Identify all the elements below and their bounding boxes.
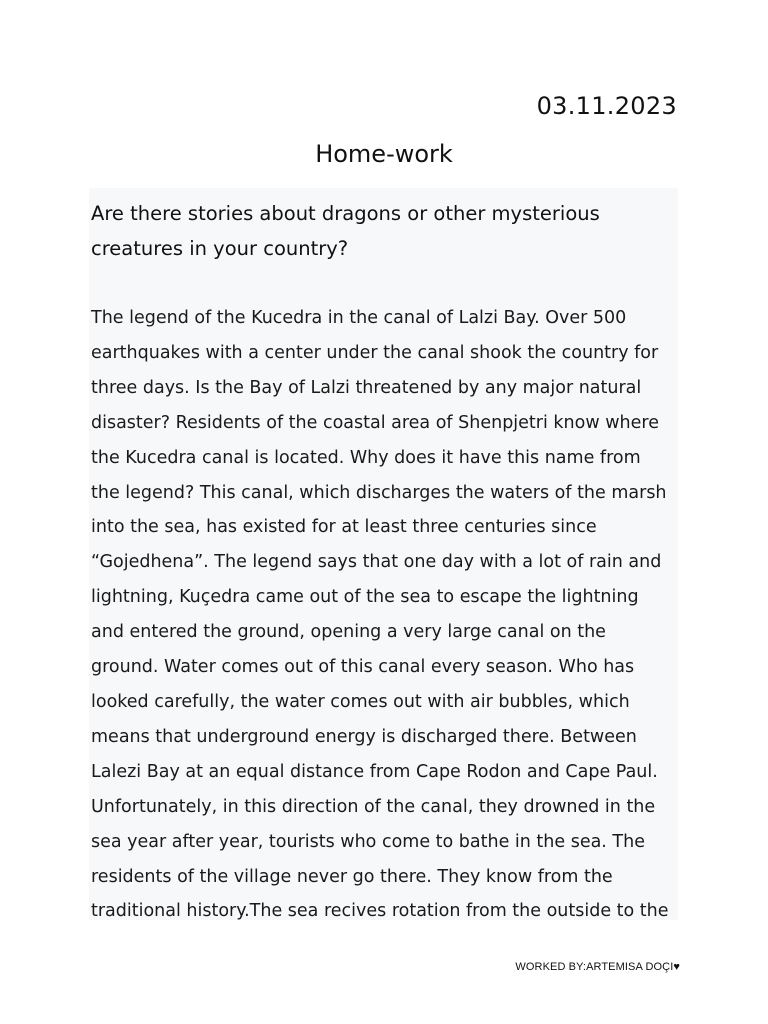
body-line: means that underground energy is discharged there. Between	[91, 726, 637, 747]
body-line: Lalezi Bay at an equal distance from Cape Rodon and Cape Paul.	[91, 761, 658, 782]
body-line: into the sea, has existed for at least three centuries since	[91, 517, 597, 538]
body-line: the legend? This canal, which discharges the waters of the marsh	[91, 482, 667, 503]
question-line: Are there stories about dragons or other mysterious	[91, 202, 600, 225]
body-line: sea year after year, tourists who come to bathe in the sea. The	[91, 831, 645, 852]
body-line: the Kucedra canal is located. Why does it have this name from	[91, 447, 641, 468]
body-line: disaster? Residents of the coastal area of Shenpjetri know where	[91, 412, 659, 433]
body-line: earthquakes with a center under the canal shook the country for	[91, 342, 659, 363]
body-line: three days. Is the Bay of Lalzi threatened by any major natural	[91, 377, 642, 398]
body-line: and entered the ground, opening a very large canal on the	[91, 622, 606, 643]
body-paragraph	[89, 301, 678, 920]
question-line: creatures in your country?	[91, 237, 349, 260]
body-line: lightning, Kuçedra came out of the sea to escape the lightning	[91, 587, 639, 608]
body-line: “Gojedhena”. The legend says that one day with a lot of rain and	[91, 552, 662, 573]
question-text	[89, 188, 678, 266]
date-label: 03.11.2023	[536, 92, 677, 120]
body-line: residents of the village never go there. They know from the	[91, 866, 613, 887]
body-line: traditional history.The sea recives rotation from the outside to the	[91, 901, 669, 920]
content-box	[89, 188, 678, 920]
body-line: The legend of the Kucedra in the canal of Lalzi Bay. Over 500	[91, 308, 627, 328]
body-line: Unfortunately, in this direction of the canal, they drowned in the	[91, 796, 656, 817]
page-title: Home-work	[315, 140, 453, 168]
author-credit: WORKED BY:ARTEMISA DOÇI♥	[515, 961, 680, 973]
body-line: looked carefully, the water comes out with air bubbles, which	[91, 691, 630, 712]
body-line: ground. Water comes out of this canal every season. Who has	[91, 657, 635, 678]
